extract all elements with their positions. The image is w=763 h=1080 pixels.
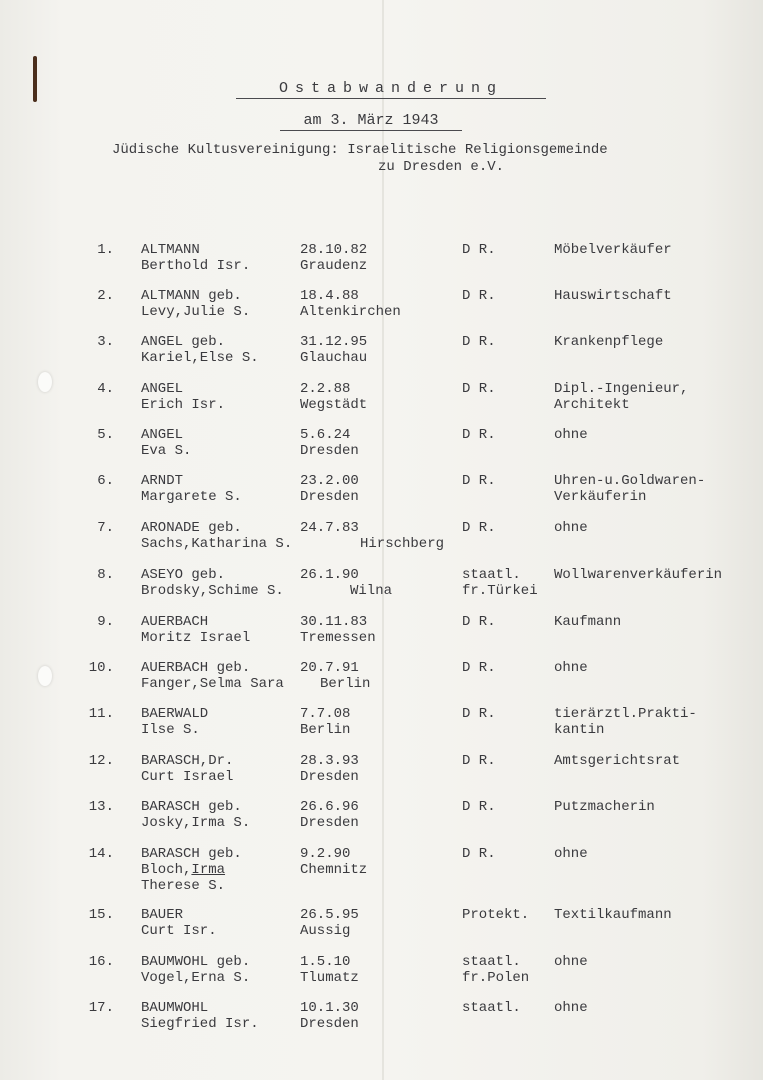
entry-birth [300,567,393,599]
birth-date: 24.7.83 [300,520,359,536]
occupation: Uhren-u.Goldwaren- [554,473,706,489]
birth-place: Chemnitz [300,862,368,878]
entry-number: 17. [88,1000,114,1016]
occupation: Textilkaufmann [554,907,672,923]
entry-citizenship [462,846,496,862]
punch-hole [38,372,52,392]
occupation-cont: kantin [554,722,605,738]
citizenship: D R. [462,846,496,862]
citizenship: staatl. [462,567,521,583]
entry-name [141,614,250,646]
birth-date: 18.4.88 [300,288,359,304]
given-name: Margarete S. [141,489,242,505]
entry-name [141,846,242,894]
entry-occupation [554,907,672,923]
entry-occupation [554,660,588,676]
entry-citizenship [462,334,496,350]
punch-hole [38,666,52,686]
document-title: Ostabwanderung [236,80,546,99]
entry-number: 5. [97,427,114,443]
entry-occupation [554,614,621,630]
occupation: Amtsgerichtsrat [554,753,681,769]
entry-number: 16. [88,954,114,970]
entry-number: 4. [97,381,114,397]
entry-citizenship [462,660,496,676]
entry-occupation [554,846,588,862]
entry-birth [300,799,359,831]
document-date: am 3. März 1943 [280,112,462,131]
occupation: ohne [554,954,588,970]
citizenship: D R. [462,473,496,489]
occupation-cont: Verkäuferin [554,489,647,505]
entry-name [141,288,250,320]
entry-birth [300,753,359,785]
entry-occupation [554,242,672,258]
birth-date: 2.2.88 [300,381,351,397]
given-name: Kariel,Else S. [141,350,259,366]
occupation: Dipl.-Ingenieur, [554,381,689,397]
birth-date: 1.5.10 [300,954,351,970]
occupation: tierärztl.Prakti- [554,706,697,722]
birth-date: 23.2.00 [300,473,359,489]
birth-date: 20.7.91 [300,660,359,676]
surname: BAUMWOHL geb. [141,954,251,970]
entry-number: 2. [97,288,114,304]
citizenship: D R. [462,706,496,722]
entry-occupation [554,954,588,970]
surname: AUERBACH geb. [141,660,251,676]
surname: BAERWALD [141,706,209,722]
entry-occupation [554,753,680,769]
entry-birth [300,907,359,939]
entry-occupation [554,334,663,350]
birth-date: 31.12.95 [300,334,368,350]
entry-birth [300,381,367,413]
citizenship: staatl. [462,954,521,970]
entry-number: 15. [88,907,114,923]
birth-place: Berlin [320,676,371,692]
entry-citizenship [462,954,529,986]
entry-birth [300,846,367,878]
entry-occupation [554,567,722,583]
given-name: Eva S. [141,443,192,459]
entry-birth [300,473,359,505]
entry-occupation [554,381,688,413]
birth-place: Glauchau [300,350,368,366]
entry-number: 10. [88,660,114,676]
surname: BARASCH geb. [141,846,242,862]
birth-place: Tlumatz [300,970,359,986]
entry-birth [300,427,359,459]
entry-number: 14. [88,846,114,862]
organization-line-2: zu Dresden e.V. [378,159,505,175]
birth-date: 28.3.93 [300,753,359,769]
entry-citizenship [462,288,496,304]
surname: ANGEL [141,381,184,397]
entry-name [141,907,217,939]
citizenship-detail: fr.Polen [462,970,530,986]
entry-citizenship [462,567,538,599]
entry-birth [300,242,367,274]
occupation: ohne [554,1000,588,1016]
surname: ARONADE geb. [141,520,242,536]
entry-name [141,520,292,552]
birth-place: Wilna [350,583,393,599]
entry-name [141,753,233,785]
entry-number: 6. [97,473,114,489]
citizenship: D R. [462,660,496,676]
entry-citizenship [462,907,529,923]
given-name: Curt Israel [141,769,234,785]
entry-occupation [554,1000,588,1016]
occupation: ohne [554,427,588,443]
birth-date: 28.10.82 [300,242,368,258]
given-name: Bloch,Irma [141,862,226,878]
entry-citizenship [462,427,496,443]
entry-birth [300,954,359,986]
entry-name [141,799,250,831]
given-name: Sachs,Katharina S. [141,536,293,552]
given-name-cont: Therese S. [141,878,226,894]
surname: ALTMANN geb. [141,288,242,304]
occupation: Krankenpflege [554,334,664,350]
entry-name [141,954,250,986]
given-name: Ilse S. [141,722,200,738]
citizenship: D R. [462,614,496,630]
given-name: Siegfried Isr. [141,1016,259,1032]
occupation: Kaufmann [554,614,622,630]
entry-name [141,567,284,599]
entry-citizenship [462,753,496,769]
entry-number: 1. [97,242,114,258]
birth-place: Altenkirchen [300,304,401,320]
entry-citizenship [462,1000,521,1016]
birth-date: 30.11.83 [300,614,368,630]
given-name: Josky,Irma S. [141,815,251,831]
citizenship: D R. [462,427,496,443]
occupation: ohne [554,520,588,536]
birth-place: Dresden [300,489,359,505]
entry-occupation [554,520,588,536]
citizenship: D R. [462,334,496,350]
citizenship: Protekt. [462,907,530,923]
surname: ALTMANN [141,242,200,258]
surname: ASEYO geb. [141,567,226,583]
entry-citizenship [462,614,496,630]
given-name: Curt Isr. [141,923,217,939]
entry-birth [300,614,376,646]
surname: AUERBACH [141,614,209,630]
citizenship: D R. [462,381,496,397]
entry-occupation [554,799,655,815]
citizenship: D R. [462,288,496,304]
occupation: Wollwarenverkäuferin [554,567,723,583]
given-name: Moritz Israel [141,630,251,646]
entry-birth [300,334,367,366]
entry-birth [300,706,350,738]
birth-date: 7.7.08 [300,706,351,722]
entry-name [141,334,259,366]
birth-place: Hirschberg [360,536,445,552]
citizenship: D R. [462,799,496,815]
underlined-name: Irma [191,862,226,878]
entry-number: 12. [88,753,114,769]
birth-date: 26.6.96 [300,799,359,815]
birth-place: Graudenz [300,258,368,274]
entry-occupation [554,427,588,443]
occupation-cont: Architekt [554,397,630,413]
occupation: ohne [554,660,588,676]
entry-citizenship [462,520,496,536]
birth-date: 26.1.90 [300,567,359,583]
citizenship: D R. [462,520,496,536]
citizenship: D R. [462,242,496,258]
entry-number: 9. [97,614,114,630]
entry-number: 3. [97,334,114,350]
birth-date: 26.5.95 [300,907,359,923]
entry-name [141,1000,259,1032]
given-name: Erich Isr. [141,397,226,413]
entry-name [141,427,191,459]
surname: BARASCH geb. [141,799,242,815]
entry-name [141,242,250,274]
entry-citizenship [462,706,496,722]
occupation: Hauswirtschaft [554,288,672,304]
given-name: Brodsky,Schime S. [141,583,284,599]
entry-number: 11. [88,706,114,722]
surname: ANGEL [141,427,184,443]
surname: ANGEL geb. [141,334,226,350]
birth-place: Aussig [300,923,351,939]
entry-name [141,473,242,505]
entry-number: 7. [97,520,114,536]
citizenship-detail: fr.Türkei [462,583,538,599]
given-name: Berthold Isr. [141,258,251,274]
birth-place: Dresden [300,443,359,459]
birth-place: Dresden [300,815,359,831]
ink-mark [33,56,37,102]
entry-name [141,381,225,413]
surname: BAUMWOHL [141,1000,209,1016]
citizenship: staatl. [462,1000,521,1016]
occupation: Möbelverkäufer [554,242,672,258]
entry-name [141,706,208,738]
entry-citizenship [462,242,496,258]
birth-date: 10.1.30 [300,1000,359,1016]
birth-place: Berlin [300,722,351,738]
occupation: ohne [554,846,588,862]
entry-name [141,660,284,692]
entry-occupation [554,473,705,505]
entry-birth [300,520,445,552]
given-name: Levy,Julie S. [141,304,251,320]
birth-place: Dresden [300,1016,359,1032]
birth-place: Dresden [300,769,359,785]
entry-birth [300,288,401,320]
entry-citizenship [462,473,496,489]
entry-number: 13. [88,799,114,815]
occupation: Putzmacherin [554,799,655,815]
entry-number: 8. [97,567,114,583]
entry-birth [300,1000,359,1032]
birth-place: Wegstädt [300,397,368,413]
birth-place: Tremessen [300,630,376,646]
entry-birth [300,660,371,692]
surname: BAUER [141,907,184,923]
given-name: Fanger,Selma Sara [141,676,284,692]
organization-line-1: Jüdische Kultusvereinigung: Israelitische Religionsgemeinde [112,142,608,158]
entry-occupation [554,706,697,738]
entry-citizenship [462,381,496,397]
birth-date: 5.6.24 [300,427,351,443]
entry-citizenship [462,799,496,815]
surname: ARNDT [141,473,184,489]
entry-occupation [554,288,672,304]
given-name: Vogel,Erna S. [141,970,251,986]
birth-date: 9.2.90 [300,846,351,862]
citizenship: D R. [462,753,496,769]
surname: BARASCH,Dr. [141,753,234,769]
